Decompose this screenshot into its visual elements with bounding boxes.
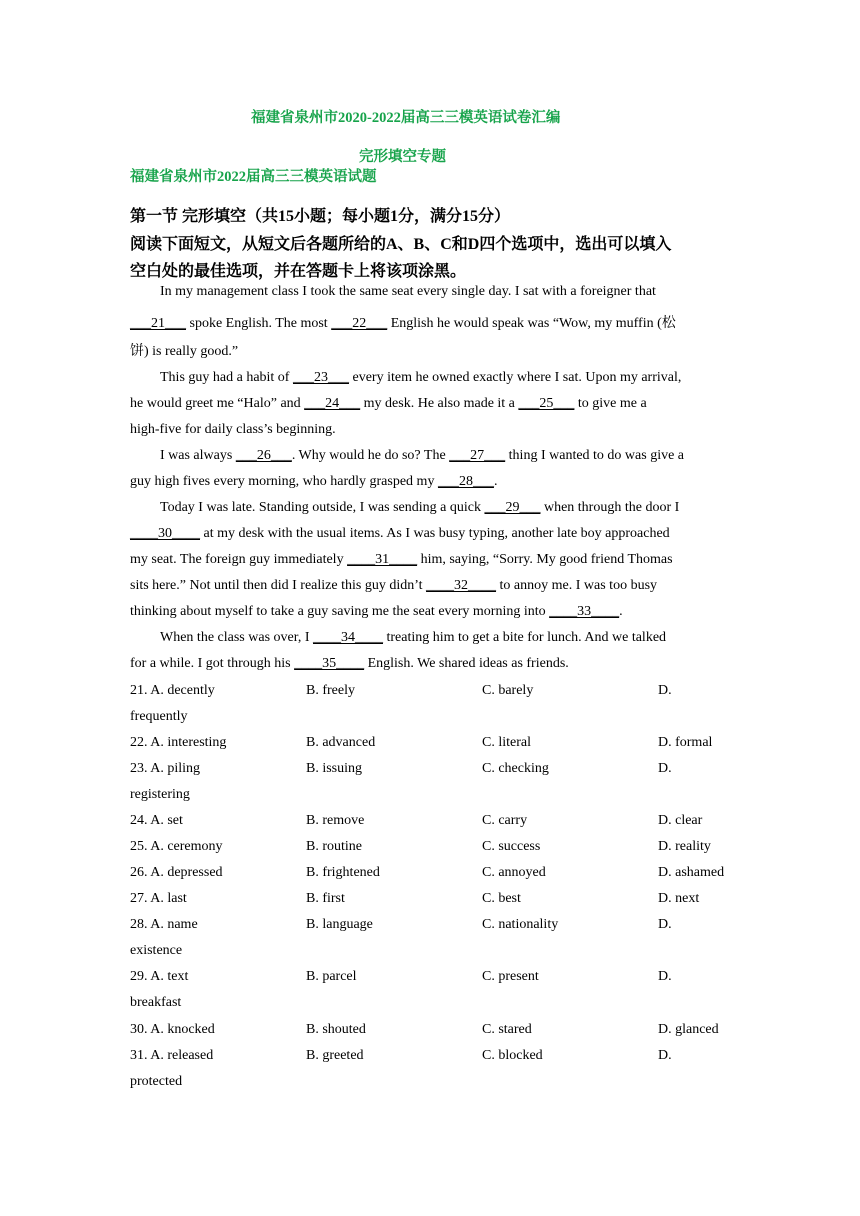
option-c: C. nationality bbox=[482, 917, 559, 932]
option-d-wrapped-text: registering bbox=[130, 787, 190, 802]
option-d: D. clear bbox=[658, 813, 703, 828]
answer-blank: ____30____ bbox=[130, 526, 200, 541]
option-a: 27. A. last bbox=[130, 891, 187, 906]
option-a: 26. A. depressed bbox=[130, 865, 223, 880]
passage-text: he would greet me “Halo” and bbox=[130, 396, 305, 411]
option-c: C. carry bbox=[482, 813, 528, 828]
passage-text: When the class was over, I bbox=[160, 630, 313, 645]
passage-text: In my management class I took the same seat every single day. I sat with a foreigner that bbox=[160, 284, 656, 299]
passage-text: . Why would he do so? The bbox=[291, 448, 450, 463]
passage-text: guy high fives every morning, who hardly grasped my bbox=[130, 474, 438, 489]
passage-line bbox=[130, 340, 238, 360]
answer-blank: ___23___ bbox=[292, 370, 349, 385]
passage-text: to give me a bbox=[574, 396, 647, 411]
option-d-wrapped-text: frequently bbox=[130, 709, 188, 724]
passage-line bbox=[130, 656, 569, 672]
passage-line bbox=[130, 312, 676, 332]
passage-text: him, saying, “Sorry. My good friend Thomas bbox=[417, 552, 673, 567]
option-d: D. glanced bbox=[658, 1022, 719, 1037]
passage-text: every item he owned exactly where I sat. Upon my arrival, bbox=[348, 370, 682, 385]
option-d-wrapped-text: protected bbox=[130, 1074, 183, 1089]
passage-line bbox=[130, 422, 336, 438]
passage-text: This guy had a habit of bbox=[160, 370, 293, 385]
passage-text: Today I was late. Standing outside, I was sending a quick bbox=[160, 500, 485, 515]
option-c: C. success bbox=[482, 839, 541, 854]
instruction-line-1: 阅读下面短文，从短文后各题所给的A、B、C和D四个选项中，选出可以填入 bbox=[130, 236, 672, 253]
option-c: C. stared bbox=[482, 1022, 532, 1037]
option-c: C. barely bbox=[482, 683, 534, 698]
answer-blank: ___25___ bbox=[518, 396, 575, 411]
passage-text: for a while. I got through his bbox=[130, 656, 295, 671]
option-a: 29. A. text bbox=[130, 969, 189, 984]
answer-blank: ___29___ bbox=[484, 500, 541, 515]
answer-blank: ____33____ bbox=[549, 604, 620, 619]
option-a: 21. A. decently bbox=[130, 683, 215, 698]
answer-blank: ___26___ bbox=[235, 448, 292, 463]
option-b: B. routine bbox=[306, 839, 362, 854]
answer-blank: ___24___ bbox=[304, 396, 361, 411]
passage-line bbox=[130, 526, 670, 542]
option-b: B. frightened bbox=[306, 865, 380, 880]
option-b: B. parcel bbox=[306, 969, 357, 984]
passage-line bbox=[160, 370, 681, 386]
passage-line bbox=[130, 474, 497, 490]
option-d: D. bbox=[658, 1048, 672, 1063]
option-d: D. reality bbox=[658, 839, 711, 854]
passage-text: spoke English. The most bbox=[186, 316, 332, 331]
option-c: C. checking bbox=[482, 761, 549, 776]
passage-text: English. We shared ideas as friends. bbox=[364, 656, 569, 671]
option-d-wrapped-text: existence bbox=[130, 943, 183, 958]
answer-blank: ___21___ bbox=[130, 316, 186, 331]
answer-blank: ____34____ bbox=[313, 630, 383, 645]
passage-text: sits here.” Not until then did I realize this guy didn’t bbox=[130, 578, 427, 593]
answer-blank: ____32____ bbox=[426, 578, 497, 593]
passage-text: my seat. The foreign guy immediately bbox=[130, 552, 348, 567]
instruction-line-2: 空白处的最佳选项，并在答题卡上将该项涂黑。 bbox=[130, 263, 467, 280]
passage-line bbox=[130, 604, 623, 620]
option-b: B. remove bbox=[306, 813, 365, 828]
passage-text: when through the door I bbox=[540, 500, 680, 515]
passage-text: I was always bbox=[160, 448, 236, 463]
option-d: D. bbox=[658, 969, 672, 984]
passage-text: treating him to get a bite for lunch. And we talked bbox=[383, 630, 667, 645]
option-b: B. advanced bbox=[306, 735, 376, 750]
paper-title: 福建省泉州市2022届高三三模英语试题 bbox=[130, 169, 377, 185]
option-d: D. bbox=[658, 917, 672, 932]
option-b: B. issuing bbox=[306, 761, 363, 776]
option-a: 30. A. knocked bbox=[130, 1022, 215, 1037]
option-a: 25. A. ceremony bbox=[130, 839, 223, 854]
passage-line bbox=[160, 630, 666, 646]
option-d: D. formal bbox=[658, 735, 713, 750]
passage-text: thing I wanted to do was give a bbox=[505, 448, 685, 463]
option-d: D. bbox=[658, 761, 672, 776]
passage-text: . bbox=[619, 604, 623, 619]
answer-blank: ___27___ bbox=[449, 448, 506, 463]
passage-text: thinking about myself to take a guy saving me the seat every morning into bbox=[130, 604, 550, 619]
option-a: 24. A. set bbox=[130, 813, 183, 828]
passage-text: high-five for daily class’s beginning. bbox=[130, 422, 336, 437]
passage-text: English he would speak was “Wow, my muffin (松 bbox=[387, 316, 676, 331]
passage-text: to annoy me. I was too busy bbox=[496, 578, 658, 593]
option-d: D. next bbox=[658, 891, 700, 906]
passage-text: . bbox=[493, 474, 498, 489]
passage-line bbox=[130, 578, 657, 594]
option-d-wrapped-text: breakfast bbox=[130, 995, 182, 1010]
answer-blank: ____31____ bbox=[347, 552, 418, 567]
passage-line bbox=[160, 500, 679, 516]
option-a: 22. A. interesting bbox=[130, 735, 227, 750]
option-a: 28. A. name bbox=[130, 917, 198, 932]
option-a: 31. A. released bbox=[130, 1048, 214, 1063]
option-b: B. shouted bbox=[306, 1022, 366, 1037]
option-a: 23. A. piling bbox=[130, 761, 201, 776]
passage-text: at my desk with the usual items. As I was busy typing, another late boy approached bbox=[200, 526, 670, 541]
option-b: B. first bbox=[306, 891, 345, 906]
topic-subtitle: 完形填空专题 bbox=[359, 149, 446, 165]
main-title: 福建省泉州市2020-2022届高三三模英语试卷汇编 bbox=[251, 110, 561, 126]
option-c: C. literal bbox=[482, 735, 531, 750]
option-d: D. bbox=[658, 683, 672, 698]
passage-text: my desk. He also made it a bbox=[360, 396, 519, 411]
option-c: C. annoyed bbox=[482, 865, 546, 880]
passage-line bbox=[130, 396, 647, 412]
option-c: C. best bbox=[482, 891, 521, 906]
passage-line bbox=[160, 284, 656, 300]
answer-blank: ___22___ bbox=[331, 316, 388, 331]
section-heading: 第一节 完形填空（共15小题；每小题1分，满分15分） bbox=[130, 208, 511, 225]
option-c: C. blocked bbox=[482, 1048, 543, 1063]
passage-text: 饼) is really good.” bbox=[130, 344, 239, 359]
option-b: B. freely bbox=[306, 683, 355, 698]
option-c: C. present bbox=[482, 969, 539, 984]
passage-line bbox=[160, 448, 684, 464]
option-b: B. language bbox=[306, 917, 373, 932]
passage-line bbox=[130, 552, 673, 568]
answer-blank: ___28___ bbox=[437, 474, 494, 489]
answer-blank: ____35____ bbox=[294, 656, 365, 671]
option-d: D. ashamed bbox=[658, 865, 725, 880]
option-b: B. greeted bbox=[306, 1048, 364, 1063]
